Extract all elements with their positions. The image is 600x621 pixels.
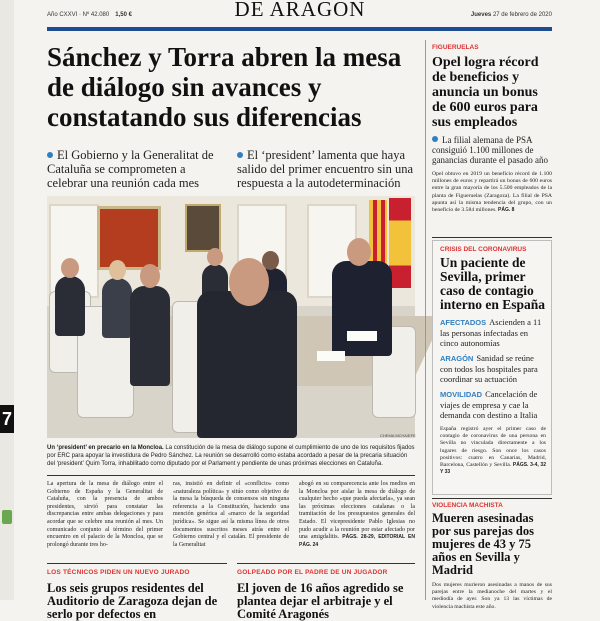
story-deck-text: La filial alemana de PSA consiguió 1.100 millones de ganancias durante el pasado año — [432, 135, 548, 165]
issue-info-bar — [47, 12, 552, 26]
photo-person — [130, 286, 170, 386]
sidebar-story-opel — [432, 44, 552, 214]
photo-painting — [97, 206, 161, 270]
page-section-marker: 7 — [0, 405, 14, 433]
story-headline[interactable]: Un paciente de Sevilla, primer caso de contagio interno en España — [440, 255, 546, 312]
bottom-left-rule — [47, 563, 227, 564]
sidebar-rule — [432, 498, 552, 499]
photo-papers — [317, 351, 345, 361]
caption-text: La constitución de la mesa de diálogo supone el cumplimiento de uno de los requisitos fijados por ERC para apoyar la investidura de Pedro Sánchez. La reunión se desarrolló como estaba acordado a pesar de la precaria situación del ‘president’ Quim Torra, inhabilitado como diputado por el Parlament y pendiente de unas próximas elecciones en Cataluña. — [47, 445, 415, 467]
story-tag: FIGUERUELAS — [432, 44, 479, 51]
issue-number: Año CXXVI · Nº 42.080 — [47, 12, 110, 18]
bottom-left-tag: LOS TÉCNICOS PIDEN UN NUEVO JURADO — [47, 569, 190, 576]
story-text-body: España registró ayer el primer caso de contagio de coronavirus de una persona en Sevilla no vinculada directamente a los lugares de riesgo. Son once los casos positivos: cuatro en Canarias, Madrid, Barcelona, Castellón y Sevilla. — [440, 426, 546, 469]
item-text: Sanidad se reúne con todos los hospitales para coordinar su actuación — [440, 353, 538, 384]
bottom-right-rule — [237, 563, 415, 564]
lead-headline[interactable]: Sánchez y Torra abren la mesa de diálogo sin avances y constatando sus diferencias — [47, 42, 402, 132]
lead-body-col-3 — [299, 481, 415, 553]
photo-head — [347, 238, 371, 266]
photo-caption — [47, 444, 415, 468]
photo-head — [229, 258, 269, 306]
lead-body-col-2: ras, insistió en definir el «conflicto» como «naturaleza política» y sitúo como objetivo de la mesa la búsqueda de consensos sin ninguna referencia a la Constitución, haciendo una mención genérica al «marco de la seguridad jurídica». Se sigue así la misma línea de otros documentos suscritos meses atrás entre el Gobierno central y el catalán. El presidente de la Generalitat — [173, 481, 289, 548]
photo-person — [55, 276, 85, 336]
photo-person-torra — [197, 291, 297, 438]
spanish-flag — [389, 198, 411, 288]
photo-portrait — [185, 204, 221, 252]
photo-credit: CHEMA MOYA/EFE — [380, 433, 416, 438]
item-keyword: MOVILIDAD — [440, 390, 483, 399]
sidebar-story-violencia — [432, 502, 552, 611]
photo-person — [102, 278, 132, 338]
story-item-aragon — [440, 353, 546, 384]
caption-rule — [47, 475, 415, 476]
edge-logo-icon — [2, 510, 12, 524]
story-text — [440, 426, 546, 476]
lead-deck-1 — [47, 148, 227, 190]
bullet-icon — [432, 136, 438, 142]
lead-body-col-1: La apertura de la mesa de diálogo entre el Gobierno de España y la Generalitat de Cataluña, con la presencia de ambos presidentes, sirvió para constatar las discrepancias entre ambas delegaciones y para acordar que se celebre una reunión al mes. Un comunicado conjunto al término del primer encuentro en el palacio de la Moncloa, que se prolongó durante tres ho- — [47, 481, 163, 548]
story-item-movilidad — [440, 389, 546, 420]
item-keyword: AFECTADOS — [440, 318, 487, 327]
photo-head — [109, 260, 126, 280]
issue-weekday: Jueves — [470, 12, 492, 18]
lead-page-ref[interactable]: PÁGS. 28-29, EDITORIAL EN PÁG. 24 — [299, 534, 416, 548]
photo-head — [61, 258, 79, 278]
lead-body-col-3-text: abogó en su comparecencia ante los medios en la Moncloa por aislar la mesa de diálogo de cualquier hecho «que pueda afectarla», ya sean las próximas elecciones catalanas o la tramitación de los presupuestos generales del Estado. El vicepresidente Pablo Iglesias no pudo acudir a la reunión por estar afectado por una amigdalitis. — [299, 481, 415, 541]
item-keyword: ARAGÓN — [440, 354, 474, 363]
column-divider — [425, 40, 426, 600]
story-text: Dos mujeres murieron asesinadas a manos de sus parejas entre la medianoche del martes y el mediodía de ayer. Son ya 13 las víctimas de violencia machista este año. — [432, 582, 552, 610]
story-tag: VIOLENCIA MACHISTA — [432, 502, 503, 509]
story-text-body: Opel obtuvo en 2019 un beneficio récord de 1.100 millones de euros y repartirá un bonus de 600 euros entre la gran mayoría de los 5.500 empleados de la planta de Figueruelas (Zaragoza). La filial de PSA apunta así la misma tendencia del grupo, con un beneficio de 3.584 millones. — [432, 171, 552, 214]
caption-lead: Un ‘president’ en precario en la Moncloa. — [47, 445, 164, 451]
story-page-ref[interactable]: PÁGS. 3-4, 32 Y 33 — [440, 462, 546, 476]
story-headline[interactable]: Mueren asesinadas por sus parejas dos mujeres de 43 y 75 años en Sevilla y Madrid — [432, 511, 534, 577]
story-page-ref[interactable]: PÁG. 8 — [498, 207, 515, 214]
photo-person-sanchez — [332, 261, 392, 356]
masthead-rule — [47, 27, 552, 31]
story-deck — [432, 135, 552, 165]
item-text: Cancelación de viajes de empresa y cae la demanda con destino a Italia — [440, 389, 538, 420]
bullet-icon — [47, 152, 53, 158]
lead-body — [47, 481, 415, 553]
issue-date: 27 de febrero de 2020 — [492, 12, 552, 18]
sidebar-story-coronavirus — [440, 246, 546, 476]
bottom-right-tag: GOLPEADO POR EL PADRE DE UN JUGADOR — [237, 569, 388, 576]
sidebar-rule — [432, 237, 552, 238]
item-text: Ascienden a 11 las personas infectadas en cinco autonomías — [440, 317, 542, 348]
lead-deck-2 — [237, 148, 417, 190]
bottom-left-headline[interactable]: Los seis grupos residentes del Auditorio de Zaragoza dejan de serlo por defectos en — [47, 581, 218, 621]
bullet-icon — [237, 152, 243, 158]
story-tag: CRISIS DEL CORONAVIRUS — [440, 246, 527, 253]
story-item-afectados — [440, 317, 546, 348]
lead-deck-2-text: El ‘president’ lamenta que haya salido del primer encuentro sin una respuesta a la autodeterminación — [237, 148, 413, 190]
photo-head — [207, 248, 223, 266]
photo-papers — [347, 331, 377, 341]
photo-head — [140, 264, 160, 288]
masthead-title: DE ARAGON — [234, 0, 366, 21]
story-text — [432, 171, 552, 214]
issue-price: 1,50 € — [115, 12, 132, 18]
lead-photo[interactable] — [47, 196, 415, 438]
story-headline[interactable]: Opel logra récord de beneficios y anuncia un bonus de 600 euros para sus empleados — [432, 55, 539, 130]
lead-deck-1-text: El Gobierno y la Generalitat de Cataluña se comprometen a celebrar una reunión cada mes — [47, 148, 214, 190]
bottom-right-headline[interactable]: El joven de 16 años agredido se plantea dejar el arbitraje y el Comité Aragonés — [237, 581, 404, 621]
